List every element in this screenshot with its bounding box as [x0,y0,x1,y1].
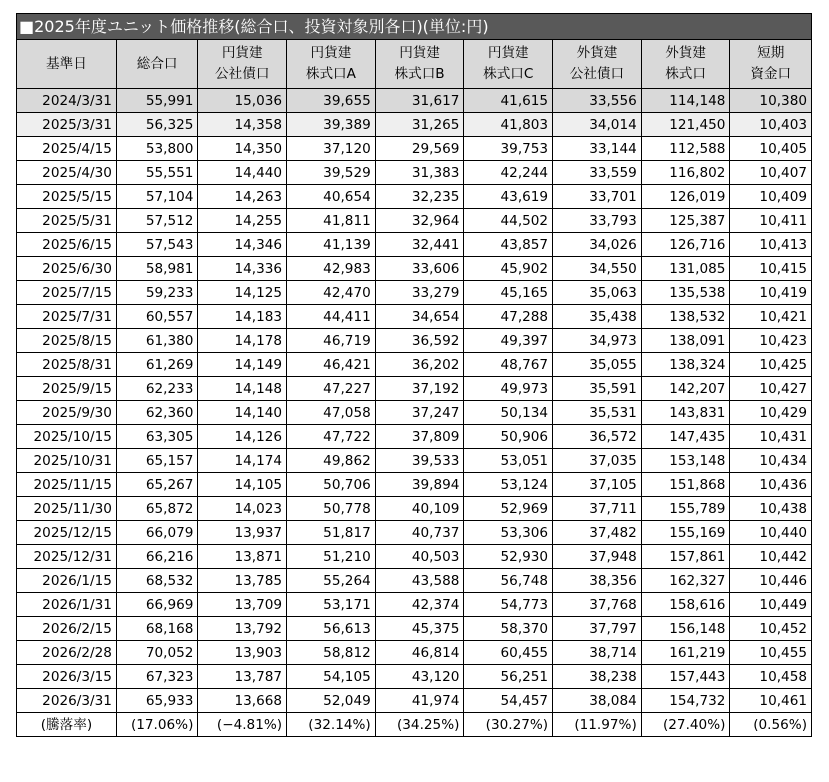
price-cell: 35,591 [553,377,642,401]
price-cell: 63,305 [116,425,198,449]
price-cell: 43,857 [464,233,553,257]
price-cell: 14,023 [198,497,287,521]
price-cell: 40,503 [375,545,464,569]
price-cell: 14,358 [198,113,287,137]
table-row [17,137,812,161]
price-cell: 70,052 [116,641,198,665]
price-cell: 37,247 [375,401,464,425]
price-cell: 37,768 [553,593,642,617]
column-header-line2: 株式口 [665,66,706,82]
price-cell: 38,238 [553,665,642,689]
price-cell: 14,126 [198,425,287,449]
price-cell: 116,802 [641,161,730,185]
date-cell: 2025/7/31 [17,305,117,329]
price-cell: 10,431 [730,425,812,449]
price-cell: 33,701 [553,185,642,209]
price-cell: 13,792 [198,617,287,641]
price-cell: 38,356 [553,569,642,593]
price-cell: 34,014 [553,113,642,137]
price-cell: 56,748 [464,569,553,593]
date-cell: 2025/5/31 [17,209,117,233]
price-cell: 42,244 [464,161,553,185]
date-cell: 2025/9/30 [17,401,117,425]
price-cell: 45,902 [464,257,553,281]
header-row [17,40,812,89]
date-cell: 2026/1/31 [17,593,117,617]
price-cell: 41,803 [464,113,553,137]
date-cell: 2025/7/15 [17,281,117,305]
price-cell: 13,668 [198,689,287,713]
column-header-line1: 円貨建 [487,45,529,61]
price-cell: 58,812 [287,641,376,665]
table-row [17,521,812,545]
price-cell: 39,894 [375,473,464,497]
table-row [17,665,812,689]
price-cell: 10,427 [730,377,812,401]
price-cell: 35,438 [553,305,642,329]
price-cell: 154,732 [641,689,730,713]
price-cell: 67,323 [116,665,198,689]
table-row [17,449,812,473]
price-cell: 65,267 [116,473,198,497]
price-cell: 10,409 [730,185,812,209]
price-cell: 61,380 [116,329,198,353]
table-row [17,425,812,449]
price-cell: 41,139 [287,233,376,257]
price-cell: 49,973 [464,377,553,401]
price-cell: 39,389 [287,113,376,137]
price-cell: 47,288 [464,305,553,329]
price-cell: 54,457 [464,689,553,713]
column-header [464,40,553,89]
price-cell: 33,559 [553,161,642,185]
price-cell: 52,969 [464,497,553,521]
price-cell: 53,171 [287,593,376,617]
price-cell: 14,105 [198,473,287,497]
return-rate-label: (騰落率) [17,713,117,737]
price-cell: 52,049 [287,689,376,713]
table-row [17,329,812,353]
price-cell: 14,440 [198,161,287,185]
price-cell: 40,654 [287,185,376,209]
price-cell: 65,933 [116,689,198,713]
price-cell: 49,397 [464,329,553,353]
table-row [17,305,812,329]
return-rate-cell: (11.97%) [553,713,642,737]
price-cell: 55,264 [287,569,376,593]
price-cell: 65,157 [116,449,198,473]
price-cell: 51,817 [287,521,376,545]
price-cell: 31,383 [375,161,464,185]
price-cell: 36,202 [375,353,464,377]
price-cell: 29,569 [375,137,464,161]
price-cell: 46,814 [375,641,464,665]
price-cell: 56,613 [287,617,376,641]
table-row [17,281,812,305]
date-cell: 2025/8/15 [17,329,117,353]
column-header-line1: 円貨建 [310,45,352,61]
price-cell: 43,588 [375,569,464,593]
date-cell: 2025/6/30 [17,257,117,281]
price-cell: 57,104 [116,185,198,209]
price-cell: 10,423 [730,329,812,353]
table-row [17,377,812,401]
date-cell: 2025/8/31 [17,353,117,377]
price-cell: 138,532 [641,305,730,329]
table-row [17,689,812,713]
price-cell: 10,380 [730,89,812,113]
table-row [17,497,812,521]
price-cell: 33,144 [553,137,642,161]
column-header-line1: 外貨建 [665,45,706,61]
price-cell: 37,809 [375,425,464,449]
table-title: ■2025年度ユニット価格推移(総合口、投資対象別各口)(単位:円) [16,13,812,39]
price-cell: 142,207 [641,377,730,401]
column-header [553,40,642,89]
date-cell: 2025/10/31 [17,449,117,473]
date-cell: 2026/2/15 [17,617,117,641]
price-cell: 47,058 [287,401,376,425]
price-cell: 34,973 [553,329,642,353]
price-cell: 10,449 [730,593,812,617]
table-row [17,569,812,593]
price-cell: 44,502 [464,209,553,233]
table-row [17,113,812,137]
table-row [17,617,812,641]
price-cell: 53,051 [464,449,553,473]
price-cell: 37,120 [287,137,376,161]
price-cell: 37,482 [553,521,642,545]
price-cell: 50,134 [464,401,553,425]
return-rate-cell: (−4.81%) [198,713,287,737]
table-row [17,185,812,209]
date-cell: 2025/12/15 [17,521,117,545]
price-cell: 14,178 [198,329,287,353]
column-header-line2: 株式口C [483,66,534,82]
price-cell: 10,419 [730,281,812,305]
date-cell: 2026/3/15 [17,665,117,689]
price-cell: 138,091 [641,329,730,353]
price-cell: 43,120 [375,665,464,689]
price-cell: 65,872 [116,497,198,521]
price-cell: 157,443 [641,665,730,689]
price-cell: 13,871 [198,545,287,569]
price-cell: 13,937 [198,521,287,545]
price-cell: 32,964 [375,209,464,233]
table-row [17,209,812,233]
date-cell: 2026/1/15 [17,569,117,593]
price-cell: 14,183 [198,305,287,329]
price-cell: 49,862 [287,449,376,473]
price-cell: 58,370 [464,617,553,641]
price-cell: 10,458 [730,665,812,689]
price-cell: 33,793 [553,209,642,233]
column-header-line2: 公社債口 [215,66,270,82]
price-cell: 14,346 [198,233,287,257]
price-cell: 50,778 [287,497,376,521]
price-cell: 42,470 [287,281,376,305]
price-cell: 10,446 [730,569,812,593]
price-cell: 131,085 [641,257,730,281]
price-cell: 41,811 [287,209,376,233]
price-cell: 10,461 [730,689,812,713]
price-cell: 13,787 [198,665,287,689]
price-cell: 60,455 [464,641,553,665]
price-cell: 10,407 [730,161,812,185]
price-cell: 14,350 [198,137,287,161]
price-cell: 157,861 [641,545,730,569]
price-cell: 114,148 [641,89,730,113]
price-cell: 125,387 [641,209,730,233]
column-header-line1: 外貨建 [576,45,618,61]
unit-price-table-container [16,13,812,737]
price-cell: 60,557 [116,305,198,329]
column-header-line2: 株式口A [305,66,356,82]
price-cell: 10,452 [730,617,812,641]
price-cell: 34,550 [553,257,642,281]
price-cell: 10,442 [730,545,812,569]
price-cell: 10,421 [730,305,812,329]
price-cell: 68,532 [116,569,198,593]
column-header-line2: 株式口B [394,66,445,82]
price-cell: 153,148 [641,449,730,473]
price-cell: 51,210 [287,545,376,569]
column-header-line1: 円貨建 [221,45,263,61]
price-cell: 121,450 [641,113,730,137]
price-cell: 33,606 [375,257,464,281]
price-cell: 45,165 [464,281,553,305]
table-row [17,89,812,113]
column-header-line1: 短期 [757,45,785,61]
column-header [198,40,287,89]
price-cell: 14,336 [198,257,287,281]
price-cell: 13,709 [198,593,287,617]
date-cell: 2024/3/31 [17,89,117,113]
price-cell: 55,551 [116,161,198,185]
price-cell: 31,265 [375,113,464,137]
price-cell: 147,435 [641,425,730,449]
price-cell: 66,969 [116,593,198,617]
price-cell: 46,719 [287,329,376,353]
table-row [17,593,812,617]
price-cell: 36,592 [375,329,464,353]
price-cell: 143,831 [641,401,730,425]
price-cell: 54,773 [464,593,553,617]
price-cell: 41,615 [464,89,553,113]
price-cell: 38,084 [553,689,642,713]
price-cell: 156,148 [641,617,730,641]
price-cell: 10,415 [730,257,812,281]
price-cell: 33,556 [553,89,642,113]
date-cell: 2025/4/15 [17,137,117,161]
price-cell: 35,531 [553,401,642,425]
date-cell: 2025/6/15 [17,233,117,257]
price-cell: 62,233 [116,377,198,401]
column-header [116,40,198,89]
price-cell: 47,722 [287,425,376,449]
date-cell: 2025/9/15 [17,377,117,401]
date-cell: 2025/10/15 [17,425,117,449]
table-row [17,401,812,425]
price-cell: 37,948 [553,545,642,569]
price-cell: 54,105 [287,665,376,689]
price-cell: 10,405 [730,137,812,161]
price-cell: 53,306 [464,521,553,545]
price-cell: 112,588 [641,137,730,161]
column-header-line1: 基準日 [46,55,87,72]
column-header [287,40,376,89]
price-cell: 62,360 [116,401,198,425]
price-cell: 38,714 [553,641,642,665]
price-cell: 42,374 [375,593,464,617]
column-header-line1: 総合口 [136,55,178,72]
column-header-line1: 円貨建 [399,45,440,61]
date-cell: 2025/11/30 [17,497,117,521]
price-cell: 56,251 [464,665,553,689]
price-cell: 47,227 [287,377,376,401]
return-rate-cell: (30.27%) [464,713,553,737]
price-cell: 31,617 [375,89,464,113]
price-cell: 14,125 [198,281,287,305]
column-header [375,40,464,89]
price-cell: 52,930 [464,545,553,569]
column-header [641,40,730,89]
price-cell: 10,413 [730,233,812,257]
price-cell: 14,148 [198,377,287,401]
price-cell: 57,543 [116,233,198,257]
price-cell: 42,983 [287,257,376,281]
price-cell: 46,421 [287,353,376,377]
column-header-line2: 公社債口 [569,66,625,82]
price-cell: 43,619 [464,185,553,209]
price-cell: 57,512 [116,209,198,233]
price-cell: 155,169 [641,521,730,545]
price-cell: 10,455 [730,641,812,665]
date-cell: 2026/2/28 [17,641,117,665]
return-rate-cell: (0.56%) [730,713,812,737]
price-cell: 13,903 [198,641,287,665]
price-cell: 33,279 [375,281,464,305]
price-cell: 37,797 [553,617,642,641]
price-cell: 151,868 [641,473,730,497]
price-cell: 50,906 [464,425,553,449]
date-cell: 2025/5/15 [17,185,117,209]
price-cell: 68,168 [116,617,198,641]
column-header [17,40,117,89]
price-cell: 138,324 [641,353,730,377]
price-cell: 61,269 [116,353,198,377]
price-cell: 34,654 [375,305,464,329]
price-cell: 158,616 [641,593,730,617]
return-rate-cell: (27.40%) [641,713,730,737]
price-cell: 66,216 [116,545,198,569]
price-cell: 39,529 [287,161,376,185]
price-cell: 10,429 [730,401,812,425]
price-cell: 58,981 [116,257,198,281]
price-cell: 59,233 [116,281,198,305]
price-cell: 32,235 [375,185,464,209]
price-cell: 10,425 [730,353,812,377]
price-cell: 44,411 [287,305,376,329]
unit-price-table [16,39,812,737]
column-header-line2: 資金口 [750,66,792,82]
table-row [17,233,812,257]
price-cell: 66,079 [116,521,198,545]
date-cell: 2025/3/31 [17,113,117,137]
column-header [730,40,812,89]
return-rate-cell: (32.14%) [287,713,376,737]
price-cell: 14,263 [198,185,287,209]
price-cell: 162,327 [641,569,730,593]
date-cell: 2025/11/15 [17,473,117,497]
table-row [17,473,812,497]
price-cell: 40,109 [375,497,464,521]
price-cell: 14,140 [198,401,287,425]
price-cell: 56,325 [116,113,198,137]
return-rate-cell: (34.25%) [375,713,464,737]
price-cell: 34,026 [553,233,642,257]
price-cell: 135,538 [641,281,730,305]
price-cell: 10,436 [730,473,812,497]
price-cell: 126,019 [641,185,730,209]
price-cell: 39,533 [375,449,464,473]
price-cell: 126,716 [641,233,730,257]
price-cell: 10,411 [730,209,812,233]
price-cell: 10,434 [730,449,812,473]
price-cell: 35,063 [553,281,642,305]
price-cell: 53,124 [464,473,553,497]
price-cell: 14,149 [198,353,287,377]
price-cell: 48,767 [464,353,553,377]
price-cell: 10,403 [730,113,812,137]
return-rate-cell: (17.06%) [116,713,198,737]
table-row [17,161,812,185]
price-cell: 39,655 [287,89,376,113]
price-cell: 50,706 [287,473,376,497]
price-cell: 161,219 [641,641,730,665]
date-cell: 2025/12/31 [17,545,117,569]
price-cell: 45,375 [375,617,464,641]
table-row [17,353,812,377]
price-cell: 13,785 [198,569,287,593]
price-cell: 14,174 [198,449,287,473]
table-row [17,545,812,569]
table-row [17,641,812,665]
price-cell: 39,753 [464,137,553,161]
price-cell: 41,974 [375,689,464,713]
price-cell: 36,572 [553,425,642,449]
price-cell: 37,035 [553,449,642,473]
price-cell: 53,800 [116,137,198,161]
price-cell: 37,192 [375,377,464,401]
return-rate-row [17,713,812,737]
price-cell: 15,036 [198,89,287,113]
price-cell: 32,441 [375,233,464,257]
price-cell: 14,255 [198,209,287,233]
price-cell: 40,737 [375,521,464,545]
date-cell: 2025/4/30 [17,161,117,185]
price-cell: 37,105 [553,473,642,497]
price-cell: 35,055 [553,353,642,377]
price-cell: 10,438 [730,497,812,521]
date-cell: 2026/3/31 [17,689,117,713]
price-cell: 55,991 [116,89,198,113]
table-row [17,257,812,281]
price-cell: 37,711 [553,497,642,521]
price-cell: 155,789 [641,497,730,521]
price-cell: 10,440 [730,521,812,545]
